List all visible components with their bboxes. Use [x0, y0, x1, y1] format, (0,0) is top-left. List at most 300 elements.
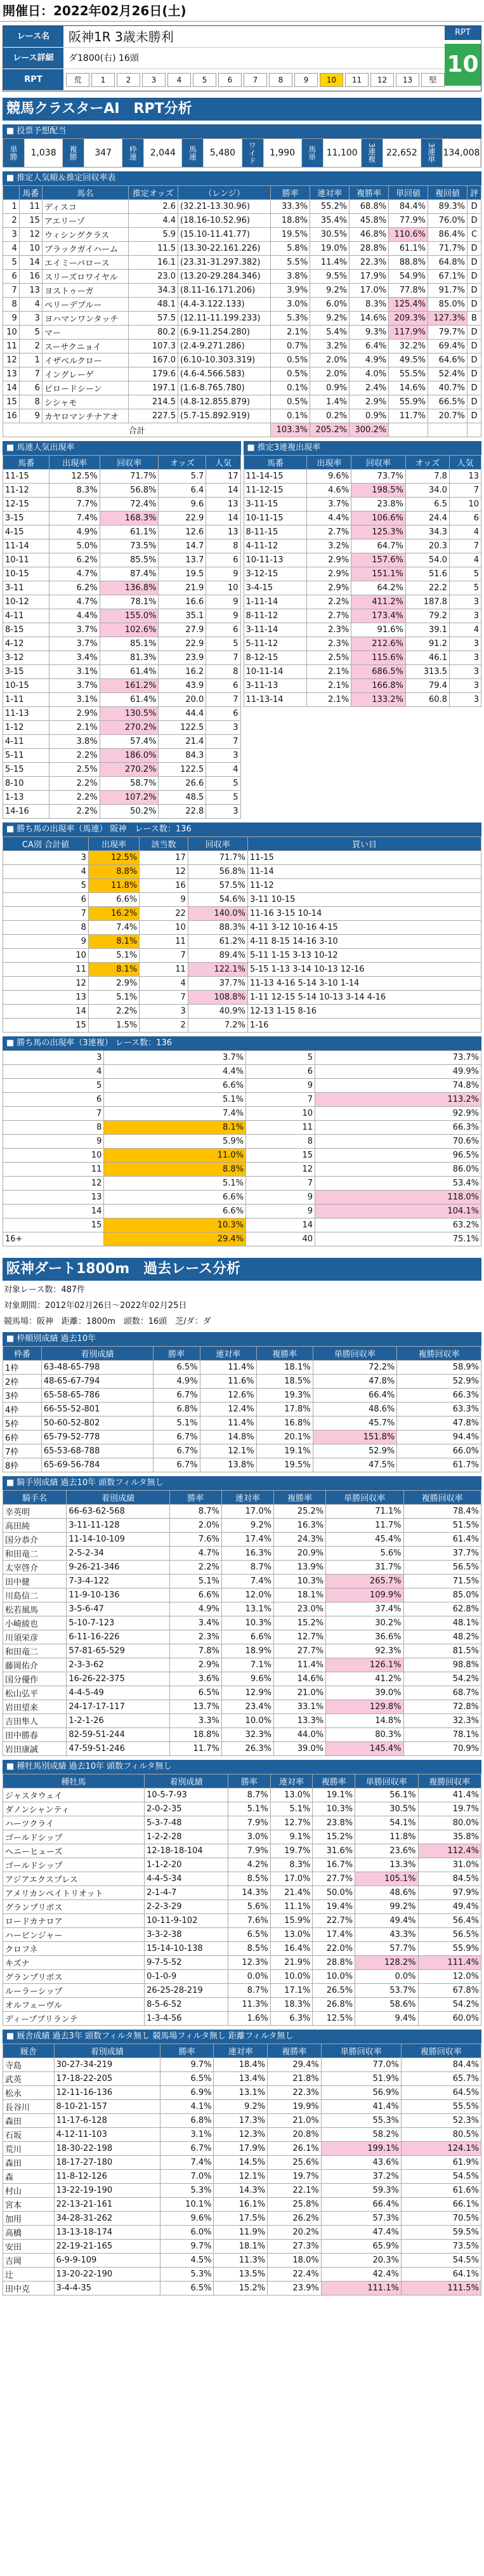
table-cell: 1-2-2-28 — [145, 1830, 228, 1844]
table-cell: 8.1% — [88, 963, 139, 977]
table-cell: 3 — [449, 693, 481, 707]
table-cell: 19.5% — [271, 228, 310, 242]
table-cell: 8.7% — [228, 1788, 270, 1802]
table-cell: 9.4% — [355, 2012, 418, 2026]
table-cell: 313.5 — [405, 665, 449, 679]
table-row — [3, 1430, 481, 1444]
table-cell: 54.1% — [355, 1816, 418, 1830]
table-row — [3, 1700, 481, 1714]
table-cell: 2.1% — [271, 326, 310, 340]
table-cell: 11 — [3, 1163, 104, 1177]
table-cell: 3 — [449, 595, 481, 609]
table-cell: 森田 — [3, 2156, 55, 2170]
table-cell: 0.0% — [355, 1970, 418, 1984]
table-row — [3, 1858, 481, 1872]
rpt-scale-cell: 13 — [396, 73, 419, 87]
table-cell: 6 — [19, 381, 42, 395]
table-row — [3, 651, 241, 665]
table-cell: 18.0% — [268, 2254, 322, 2268]
table-cell: 7.7% — [49, 498, 100, 512]
table-cell: 61.4% — [100, 693, 159, 707]
table-cell: 3-12 — [3, 651, 49, 665]
past-title: 阪神ダート1800m 過去レース分析 — [3, 1258, 481, 1281]
rpt-scale-cell: 4 — [167, 73, 191, 87]
table-cell: 62.8% — [403, 1602, 481, 1616]
table-row — [3, 907, 481, 921]
table-cell: 92.9% — [315, 1107, 481, 1121]
race-detail: ダ1800(右) 16頭 — [63, 48, 445, 69]
table-cell: 12.3% — [228, 1956, 270, 1970]
table-cell: 7.9% — [228, 1844, 270, 1858]
table-cell: 78.1% — [403, 1728, 481, 1742]
table-cell: 岩田望来 — [3, 1700, 67, 1714]
table-header: 推定オッズ — [128, 186, 178, 200]
table-cell: 5.9 — [128, 228, 178, 242]
table-cell: 2-2-3-29 — [145, 1900, 228, 1914]
table-cell: 3-11-13 — [244, 679, 307, 693]
table-cell: 21.0% — [268, 2114, 322, 2128]
table-cell: 12-13 1-15 8-16 — [247, 1005, 481, 1019]
table-cell: 65.9% — [321, 2240, 401, 2254]
table-cell: 56.5% — [403, 1561, 481, 1575]
table-cell: 187.8 — [405, 595, 449, 609]
table-cell: 4-11 — [3, 735, 49, 749]
table-cell: 4.7% — [169, 1547, 221, 1561]
table-cell: 29.4% — [268, 2058, 322, 2072]
table-cell: 3.7% — [49, 623, 100, 637]
table-cell: 27.7% — [273, 1644, 325, 1658]
table-cell: 10-5-7-93 — [145, 1788, 228, 1802]
table-row — [3, 1942, 481, 1956]
table-cell: 9.3% — [350, 326, 389, 340]
table-cell: D — [467, 409, 481, 423]
table-cell: 7.6% — [169, 1533, 221, 1547]
table-cell: 3 — [449, 651, 481, 665]
waku-table — [3, 1346, 481, 1472]
table-cell: 34.0 — [405, 484, 449, 498]
table-row — [3, 581, 241, 595]
table-cell: 56.8% — [188, 865, 247, 879]
table-row — [3, 2142, 481, 2156]
table-cell: 40 — [246, 1232, 315, 1246]
table-cell: 3.7% — [49, 637, 100, 651]
table-cell: 6.0% — [160, 2226, 214, 2240]
table-cell: 13-13-18-174 — [54, 2226, 160, 2240]
table-cell: D — [467, 284, 481, 298]
table-cell: (23.31-31.297.382) — [178, 256, 271, 270]
table-row — [3, 567, 241, 581]
table-row — [244, 679, 481, 693]
table-cell: 70.6% — [315, 1135, 481, 1149]
table-cell: 31.6% — [313, 1844, 355, 1858]
table-cell: 4.0% — [350, 367, 389, 381]
table-cell: 11-14 — [247, 865, 481, 879]
table-cell: 14.7 — [159, 539, 206, 553]
table-cell: 16.8% — [256, 1417, 313, 1430]
table-cell: 12-11-16-136 — [54, 2086, 160, 2100]
table-cell: スリーズロワイヤル — [42, 270, 128, 284]
table-row — [3, 1389, 481, 1403]
table-header: 人気 — [449, 456, 481, 470]
table-cell: 48.6% — [313, 1403, 397, 1417]
table-cell: 22-13-21-161 — [54, 2198, 160, 2212]
table-cell: 80.5% — [401, 2128, 481, 2142]
table-cell: ルーラーシップ — [3, 1984, 145, 1998]
table-cell: 9 — [19, 409, 42, 423]
table-cell: 80.2 — [128, 326, 178, 340]
table-cell: ブラックガイハーム — [42, 242, 128, 256]
table-cell: 26.2% — [268, 2212, 322, 2226]
table-cell: 14 — [3, 381, 20, 395]
table-cell: 16.3% — [273, 1519, 325, 1533]
vote-type: 複勝 — [63, 139, 84, 167]
table-cell: 8-11-15 — [244, 525, 307, 539]
table-cell: 11-17-6-128 — [54, 2114, 160, 2128]
table-cell: 4 — [449, 623, 481, 637]
table-row — [3, 1121, 481, 1135]
table-cell: 41.2% — [326, 1672, 403, 1686]
table-cell: 9.2% — [310, 312, 350, 326]
table-cell: 54.9% — [389, 270, 428, 284]
table-cell: 16.1% — [214, 2198, 268, 2212]
table-cell: 32.3% — [221, 1728, 273, 1742]
table-cell: 6 — [3, 270, 20, 284]
table-cell: 6.5% — [160, 2072, 214, 2086]
table-cell: 57.4% — [100, 735, 159, 749]
table-cell: 50.2% — [100, 805, 159, 819]
past-info-3: 競馬場：阪神 距離：1800m 頭数：16頭 芝/ダ：ダ — [4, 1317, 211, 1326]
table-cell: 0.1% — [271, 381, 310, 395]
table-cell: 5.1% — [270, 1802, 313, 1816]
table-cell: 6 — [206, 707, 240, 721]
table-cell: 森 — [3, 2170, 55, 2184]
table-cell: 52.4% — [428, 367, 468, 381]
table-row — [3, 991, 481, 1005]
table-cell: 39.0% — [326, 1686, 403, 1700]
table-row — [3, 749, 241, 763]
table-cell: 10-12 — [3, 595, 49, 609]
table-cell: 128.2% — [355, 1956, 418, 1970]
table-cell: 39.1 — [405, 623, 449, 637]
table-cell: 49.9% — [315, 1065, 481, 1079]
table-cell: 5-11 1-15 3-13 10-12 — [247, 949, 481, 963]
table-cell: 76.0% — [428, 214, 468, 228]
table-cell: 2.2% — [49, 749, 100, 763]
table-cell: 5 — [206, 777, 240, 791]
table-row — [3, 270, 481, 284]
sanrenpuku-table — [244, 455, 482, 707]
table-cell: 15 — [3, 1019, 89, 1033]
table-cell: 32.2% — [389, 340, 428, 353]
table-cell: 71.5% — [403, 1575, 481, 1589]
table-cell: 3-12-15 — [244, 567, 307, 581]
table-cell: D — [467, 200, 481, 214]
table-cell: 72.2% — [313, 1361, 397, 1375]
table-cell: 85.0% — [403, 1589, 481, 1602]
table-row — [3, 2114, 481, 2128]
vote-type: 馬連 — [182, 139, 204, 167]
table-cell: 16.7% — [313, 1858, 355, 1872]
table-cell: 4.4% — [307, 512, 351, 525]
table-cell: 140.0% — [188, 907, 247, 921]
table-cell: 12.6% — [200, 1389, 256, 1403]
table-cell: 13.0% — [270, 1928, 313, 1942]
table-cell: 4 — [206, 763, 240, 777]
table-cell: 1-11 — [3, 693, 49, 707]
table-row — [244, 623, 481, 637]
table-cell: 4.4% — [104, 1065, 246, 1079]
vote-type: ワイド — [242, 139, 264, 167]
table-cell: 0.5% — [271, 367, 310, 381]
table-row — [3, 2012, 481, 2026]
rpt-label: RPT — [3, 69, 63, 91]
table-cell: 16+ — [3, 1232, 104, 1246]
table-cell: 3.7% — [104, 1051, 246, 1065]
table-cell: 10 — [3, 1149, 104, 1163]
table-cell: 1 — [19, 353, 42, 367]
table-cell: 4-11-12 — [244, 539, 307, 553]
table-cell: 14-16 — [3, 805, 49, 819]
table-cell: 12.5% — [88, 851, 139, 865]
table-header: 連対率 — [200, 1347, 256, 1361]
table-cell: 43.6% — [321, 2156, 401, 2170]
table-row — [3, 2198, 481, 2212]
table-row — [3, 1900, 481, 1914]
table-cell: 129.8% — [326, 1700, 403, 1714]
table-row — [3, 2240, 481, 2254]
table-row — [3, 214, 481, 228]
table-cell: 7 — [19, 367, 42, 381]
table-row — [3, 1547, 481, 1561]
table-cell: 105.1% — [355, 1872, 418, 1886]
table-cell: 33.1% — [273, 1700, 325, 1714]
table-cell: 13 — [206, 525, 240, 539]
table-cell: 2.9% — [88, 977, 139, 991]
table-cell: 118.0% — [315, 1191, 481, 1205]
table-cell: ピロードシーン — [42, 381, 128, 395]
table-cell: 37.4% — [326, 1602, 403, 1616]
table-cell: 73.7% — [351, 470, 406, 484]
table-cell: 4-11 — [3, 609, 49, 623]
table-cell: 111.4% — [418, 1956, 481, 1970]
table-cell: 4 — [3, 865, 89, 879]
table-header: 連対率 — [221, 1491, 273, 1505]
table-cell: 吉岡 — [3, 2254, 55, 2268]
table-cell: 214.5 — [128, 395, 178, 409]
table-cell: 2.2% — [49, 791, 100, 805]
vote-type: 単勝 — [3, 139, 25, 167]
table-cell: 16-26-22-375 — [67, 1672, 169, 1686]
table-cell: 12 — [3, 977, 89, 991]
table-cell: 11 — [246, 1121, 315, 1135]
table-cell: 17.4% — [221, 1533, 273, 1547]
table-cell: 91.2 — [405, 637, 449, 651]
table-cell: 9 — [3, 935, 89, 949]
vote-value: 347 — [84, 139, 122, 167]
table-cell: 88.8% — [389, 256, 428, 270]
table-cell: 9.2% — [214, 2100, 268, 2114]
table-row — [3, 1051, 481, 1065]
vote-type: 3連単 — [421, 139, 443, 167]
table-row — [3, 2254, 481, 2268]
table-cell: 58.6% — [355, 1998, 418, 2012]
table-cell: 89.4% — [188, 949, 247, 963]
table-cell: D — [467, 256, 481, 270]
table-row — [244, 512, 481, 525]
table-cell: 12.7% — [273, 1630, 325, 1644]
table-cell: 61.1% — [389, 242, 428, 256]
table-cell: D — [467, 367, 481, 381]
table-row — [3, 791, 241, 805]
table-cell: 7.4% — [104, 1107, 246, 1121]
vote-value: 134,008 — [443, 139, 481, 167]
table-cell: 7.8% — [169, 1644, 221, 1658]
table-row — [3, 1956, 481, 1970]
table-cell: 2-0-2-35 — [145, 1802, 228, 1816]
table-cell: 松山弘平 — [3, 1686, 67, 1700]
table-cell: 67.1% — [428, 270, 468, 284]
table-cell: 3 — [19, 312, 42, 326]
table-header: 種牡馬 — [3, 1774, 145, 1788]
table-cell: 5.3% — [160, 2268, 214, 2282]
table-row — [3, 609, 241, 623]
table-cell: 37.7% — [403, 1547, 481, 1561]
table-row — [244, 609, 481, 623]
table-cell: 13 — [3, 367, 20, 381]
table-cell: 9.1% — [270, 1830, 313, 1844]
table-row — [3, 893, 481, 907]
table-cell: 田中勝春 — [3, 1728, 67, 1742]
table-cell: 6.6% — [104, 1079, 246, 1093]
table-cell: 57-81-65-529 — [67, 1644, 169, 1658]
total-value: 205.2% — [310, 423, 350, 437]
waku-title: ■ 枠順別成績 過去10年 — [3, 1332, 481, 1346]
table-cell: 34.3 — [405, 525, 449, 539]
table-row — [3, 1561, 481, 1575]
table-cell: 26.6 — [159, 777, 206, 791]
table-cell: 2.3% — [307, 637, 351, 651]
vote-value: 2,044 — [144, 139, 182, 167]
table-cell: 39.0% — [273, 1742, 325, 1756]
table-cell: 4.7% — [49, 595, 100, 609]
table-cell: 20.0 — [159, 693, 206, 707]
table-cell: 3-15 — [3, 665, 49, 679]
table-cell: 2.2% — [49, 777, 100, 791]
table-cell: 84.4% — [401, 2058, 481, 2072]
table-row — [244, 567, 481, 581]
table-cell: 3-11 10-15 — [247, 893, 481, 907]
table-row — [3, 721, 241, 735]
table-cell: 2.7% — [307, 525, 351, 539]
table-cell: 56.5% — [418, 1928, 481, 1942]
table-cell: 11.9% — [214, 2226, 268, 2240]
table-row — [3, 1886, 481, 1900]
table-cell: 72.4% — [100, 498, 159, 512]
table-cell: 72.8% — [403, 1700, 481, 1714]
table-cell: 145.4% — [326, 1742, 403, 1756]
table-cell: 197.1 — [128, 381, 178, 395]
table-cell: 2-3-3-62 — [67, 1658, 169, 1672]
table-cell: 2 — [3, 214, 20, 228]
table-cell: 8 — [3, 298, 20, 312]
table-cell: 11-12 — [247, 879, 481, 893]
table-cell: 186.0% — [100, 749, 159, 763]
table-header: 単勝回収率 — [321, 2044, 401, 2058]
table-cell: 81.5% — [403, 1644, 481, 1658]
table-cell: 19.7% — [268, 2170, 322, 2184]
table-header: 連対率 — [214, 2044, 268, 2058]
table-cell: 2.7% — [307, 609, 351, 623]
table-row — [3, 623, 241, 637]
table-cell: 0-1-0-9 — [145, 1970, 228, 1984]
table-cell: 109.9% — [326, 1589, 403, 1602]
table-cell: 30-27-34-219 — [54, 2058, 160, 2072]
table-cell: 11-16 3-15 10-14 — [247, 907, 481, 921]
table-cell: 5.1% — [104, 1177, 246, 1191]
table-row — [3, 2170, 481, 2184]
table-cell: 80.0% — [418, 1816, 481, 1830]
table-header: 複回値 — [428, 186, 468, 200]
table-cell: 5.9% — [104, 1135, 246, 1149]
table-cell: 6 — [246, 1065, 315, 1079]
table-cell: 88.3% — [188, 921, 247, 935]
table-cell: 5枠 — [3, 1417, 42, 1430]
table-row — [3, 2212, 481, 2226]
table-cell: 22.3% — [268, 2086, 322, 2100]
table-row — [3, 2156, 481, 2170]
table-cell: 7.2% — [188, 1019, 247, 1033]
table-cell: 9 — [246, 1205, 315, 1219]
table-cell: 133.2% — [351, 693, 406, 707]
table-cell: 7 — [140, 991, 188, 1005]
table-cell: 7.1% — [221, 1658, 273, 1672]
table-cell: 46.1 — [405, 651, 449, 665]
table-cell: 8 — [206, 665, 240, 679]
table-cell: 31.0% — [418, 1858, 481, 1872]
table-cell: 9 — [206, 595, 240, 609]
table-cell: 5.1% — [88, 991, 139, 1005]
table-cell: 54.0 — [405, 553, 449, 567]
table-cell: 1枠 — [3, 1361, 42, 1375]
table-cell: 60.8 — [405, 693, 449, 707]
table-cell: 6.2% — [49, 553, 100, 567]
table-row — [3, 735, 241, 749]
table-row — [3, 512, 241, 525]
table-cell: 0.5% — [271, 353, 310, 367]
table-cell: 12.5% — [313, 2012, 355, 2026]
table-cell: 2 — [140, 1019, 188, 1033]
table-cell: 小崎綾也 — [3, 1616, 67, 1630]
table-cell: 3枠 — [3, 1389, 42, 1403]
table-cell: 15 — [19, 214, 42, 228]
total-value: 300.2% — [350, 423, 389, 437]
table-cell: 53.4% — [315, 1177, 481, 1191]
rpt-value: 10 — [445, 44, 481, 86]
rpt-scale-cell: 3 — [142, 73, 166, 87]
table-cell: 2 — [19, 340, 42, 353]
table-cell: 75.1% — [315, 1232, 481, 1246]
table-header: 勝率 — [271, 186, 310, 200]
table-cell: 64.5% — [401, 2086, 481, 2100]
table-cell: 5 — [3, 879, 89, 893]
table-cell: 9.5% — [310, 270, 350, 284]
table-cell: 43.3% — [355, 1928, 418, 1942]
table-row — [3, 1219, 481, 1232]
vote-type: 馬単 — [302, 139, 324, 167]
table-cell: 65.7% — [401, 2072, 481, 2086]
table-cell: 3 — [449, 637, 481, 651]
table-cell: 3 — [206, 749, 240, 763]
